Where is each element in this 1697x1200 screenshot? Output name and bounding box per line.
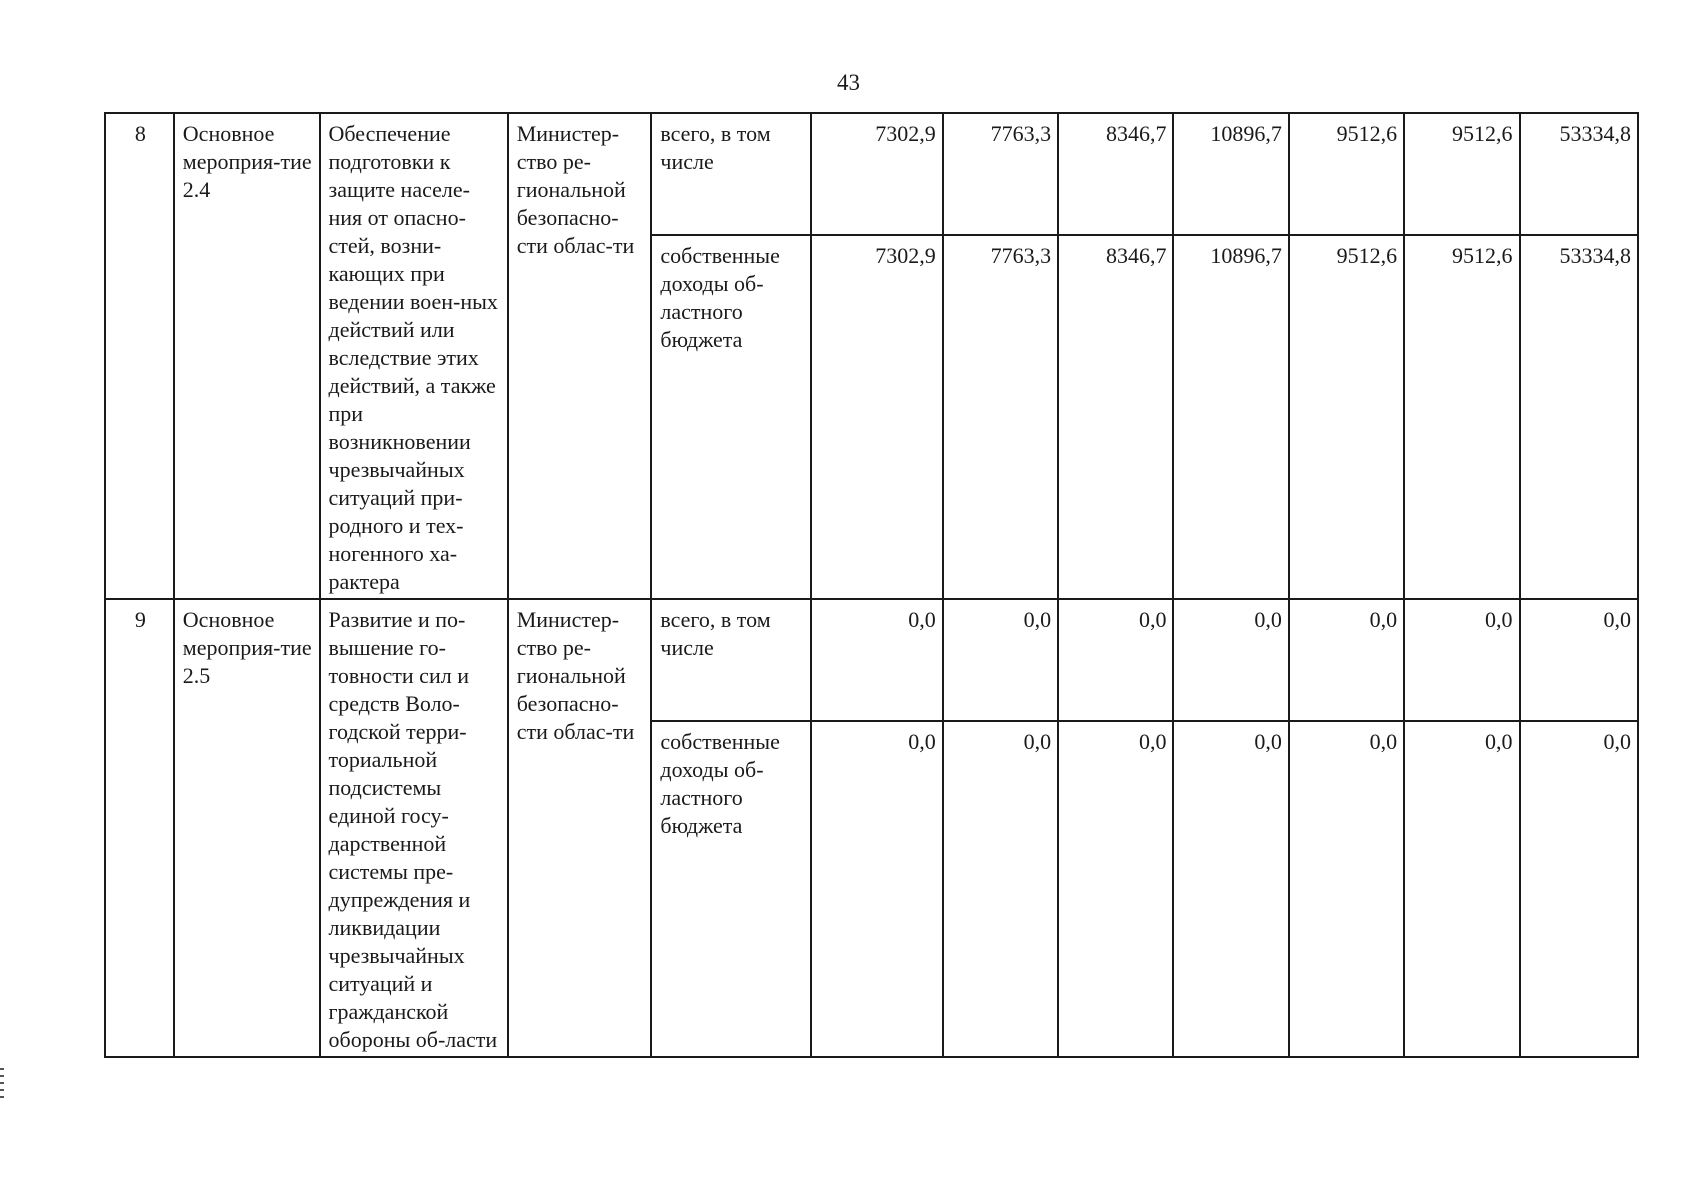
page-number: 43 xyxy=(837,70,860,95)
executor-cell: Министер-ство ре-гиональной безопасно-сти облас-ти xyxy=(508,599,652,1057)
event-cell: Основное мероприя-тие 2.4 xyxy=(174,113,320,599)
value-cell: 10896,7 xyxy=(1173,113,1288,235)
value-cell: 0,0 xyxy=(1520,721,1639,1057)
value-cell: 0,0 xyxy=(943,599,1058,721)
source-label: собственные доходы об-ластного бюджета xyxy=(651,721,811,1057)
value-cell: 0,0 xyxy=(1058,599,1173,721)
value-cell: 9512,6 xyxy=(1404,113,1519,235)
row-number: 9 xyxy=(105,599,174,1057)
source-label: собственные доходы об-ластного бюджета xyxy=(651,235,811,599)
event-cell: Основное мероприя-тие 2.5 xyxy=(174,599,320,1057)
executor-cell: Министер-ство ре-гиональной безопасно-сти облас-ти xyxy=(508,113,652,599)
source-label: всего, в том числе xyxy=(651,599,811,721)
row-number: 8 xyxy=(105,113,174,599)
table-row xyxy=(105,599,1638,721)
event-name-cell: Обеспечение подготовки к защите населе-ния от опасно-стей, возни-кающих при ведении воен-ных действий или вследствие этих действий, а также при возникновении чрезвычайных ситуаций при-родного и тех-ногенного ха-рактера xyxy=(320,113,508,599)
table-body xyxy=(105,113,1638,1057)
value-cell: 0,0 xyxy=(943,721,1058,1057)
value-cell: 7302,9 xyxy=(811,113,943,235)
value-cell: 0,0 xyxy=(1289,599,1404,721)
value-cell: 0,0 xyxy=(1404,721,1519,1057)
value-cell: 0,0 xyxy=(1058,721,1173,1057)
value-cell: 0,0 xyxy=(1520,599,1639,721)
value-cell: 0,0 xyxy=(811,599,943,721)
value-cell: 0,0 xyxy=(1173,721,1288,1057)
table-row xyxy=(105,113,1638,235)
value-cell: 0,0 xyxy=(811,721,943,1057)
budget-table xyxy=(104,112,1639,1058)
value-cell: 9512,6 xyxy=(1289,235,1404,599)
value-cell: 7763,3 xyxy=(943,235,1058,599)
event-name-cell: Развитие и по-вышение го-товности сил и средств Воло-годской терри-ториальной подсистемы единой госу-дарственной системы пре-дупреждения и ликвидации чрезвычайных ситуаций и гражданской обороны об-ласти xyxy=(320,599,508,1057)
value-cell: 8346,7 xyxy=(1058,113,1173,235)
source-label: всего, в том числе xyxy=(651,113,811,235)
value-cell: 53334,8 xyxy=(1520,235,1639,599)
value-cell: 53334,8 xyxy=(1520,113,1639,235)
value-cell: 9512,6 xyxy=(1289,113,1404,235)
value-cell: 7763,3 xyxy=(943,113,1058,235)
value-cell: 10896,7 xyxy=(1173,235,1288,599)
value-cell: 0,0 xyxy=(1404,599,1519,721)
value-cell: 7302,9 xyxy=(811,235,943,599)
value-cell: 0,0 xyxy=(1173,599,1288,721)
value-cell: 0,0 xyxy=(1289,721,1404,1057)
scan-edge-marks xyxy=(0,1068,4,1102)
value-cell: 8346,7 xyxy=(1058,235,1173,599)
value-cell: 9512,6 xyxy=(1404,235,1519,599)
